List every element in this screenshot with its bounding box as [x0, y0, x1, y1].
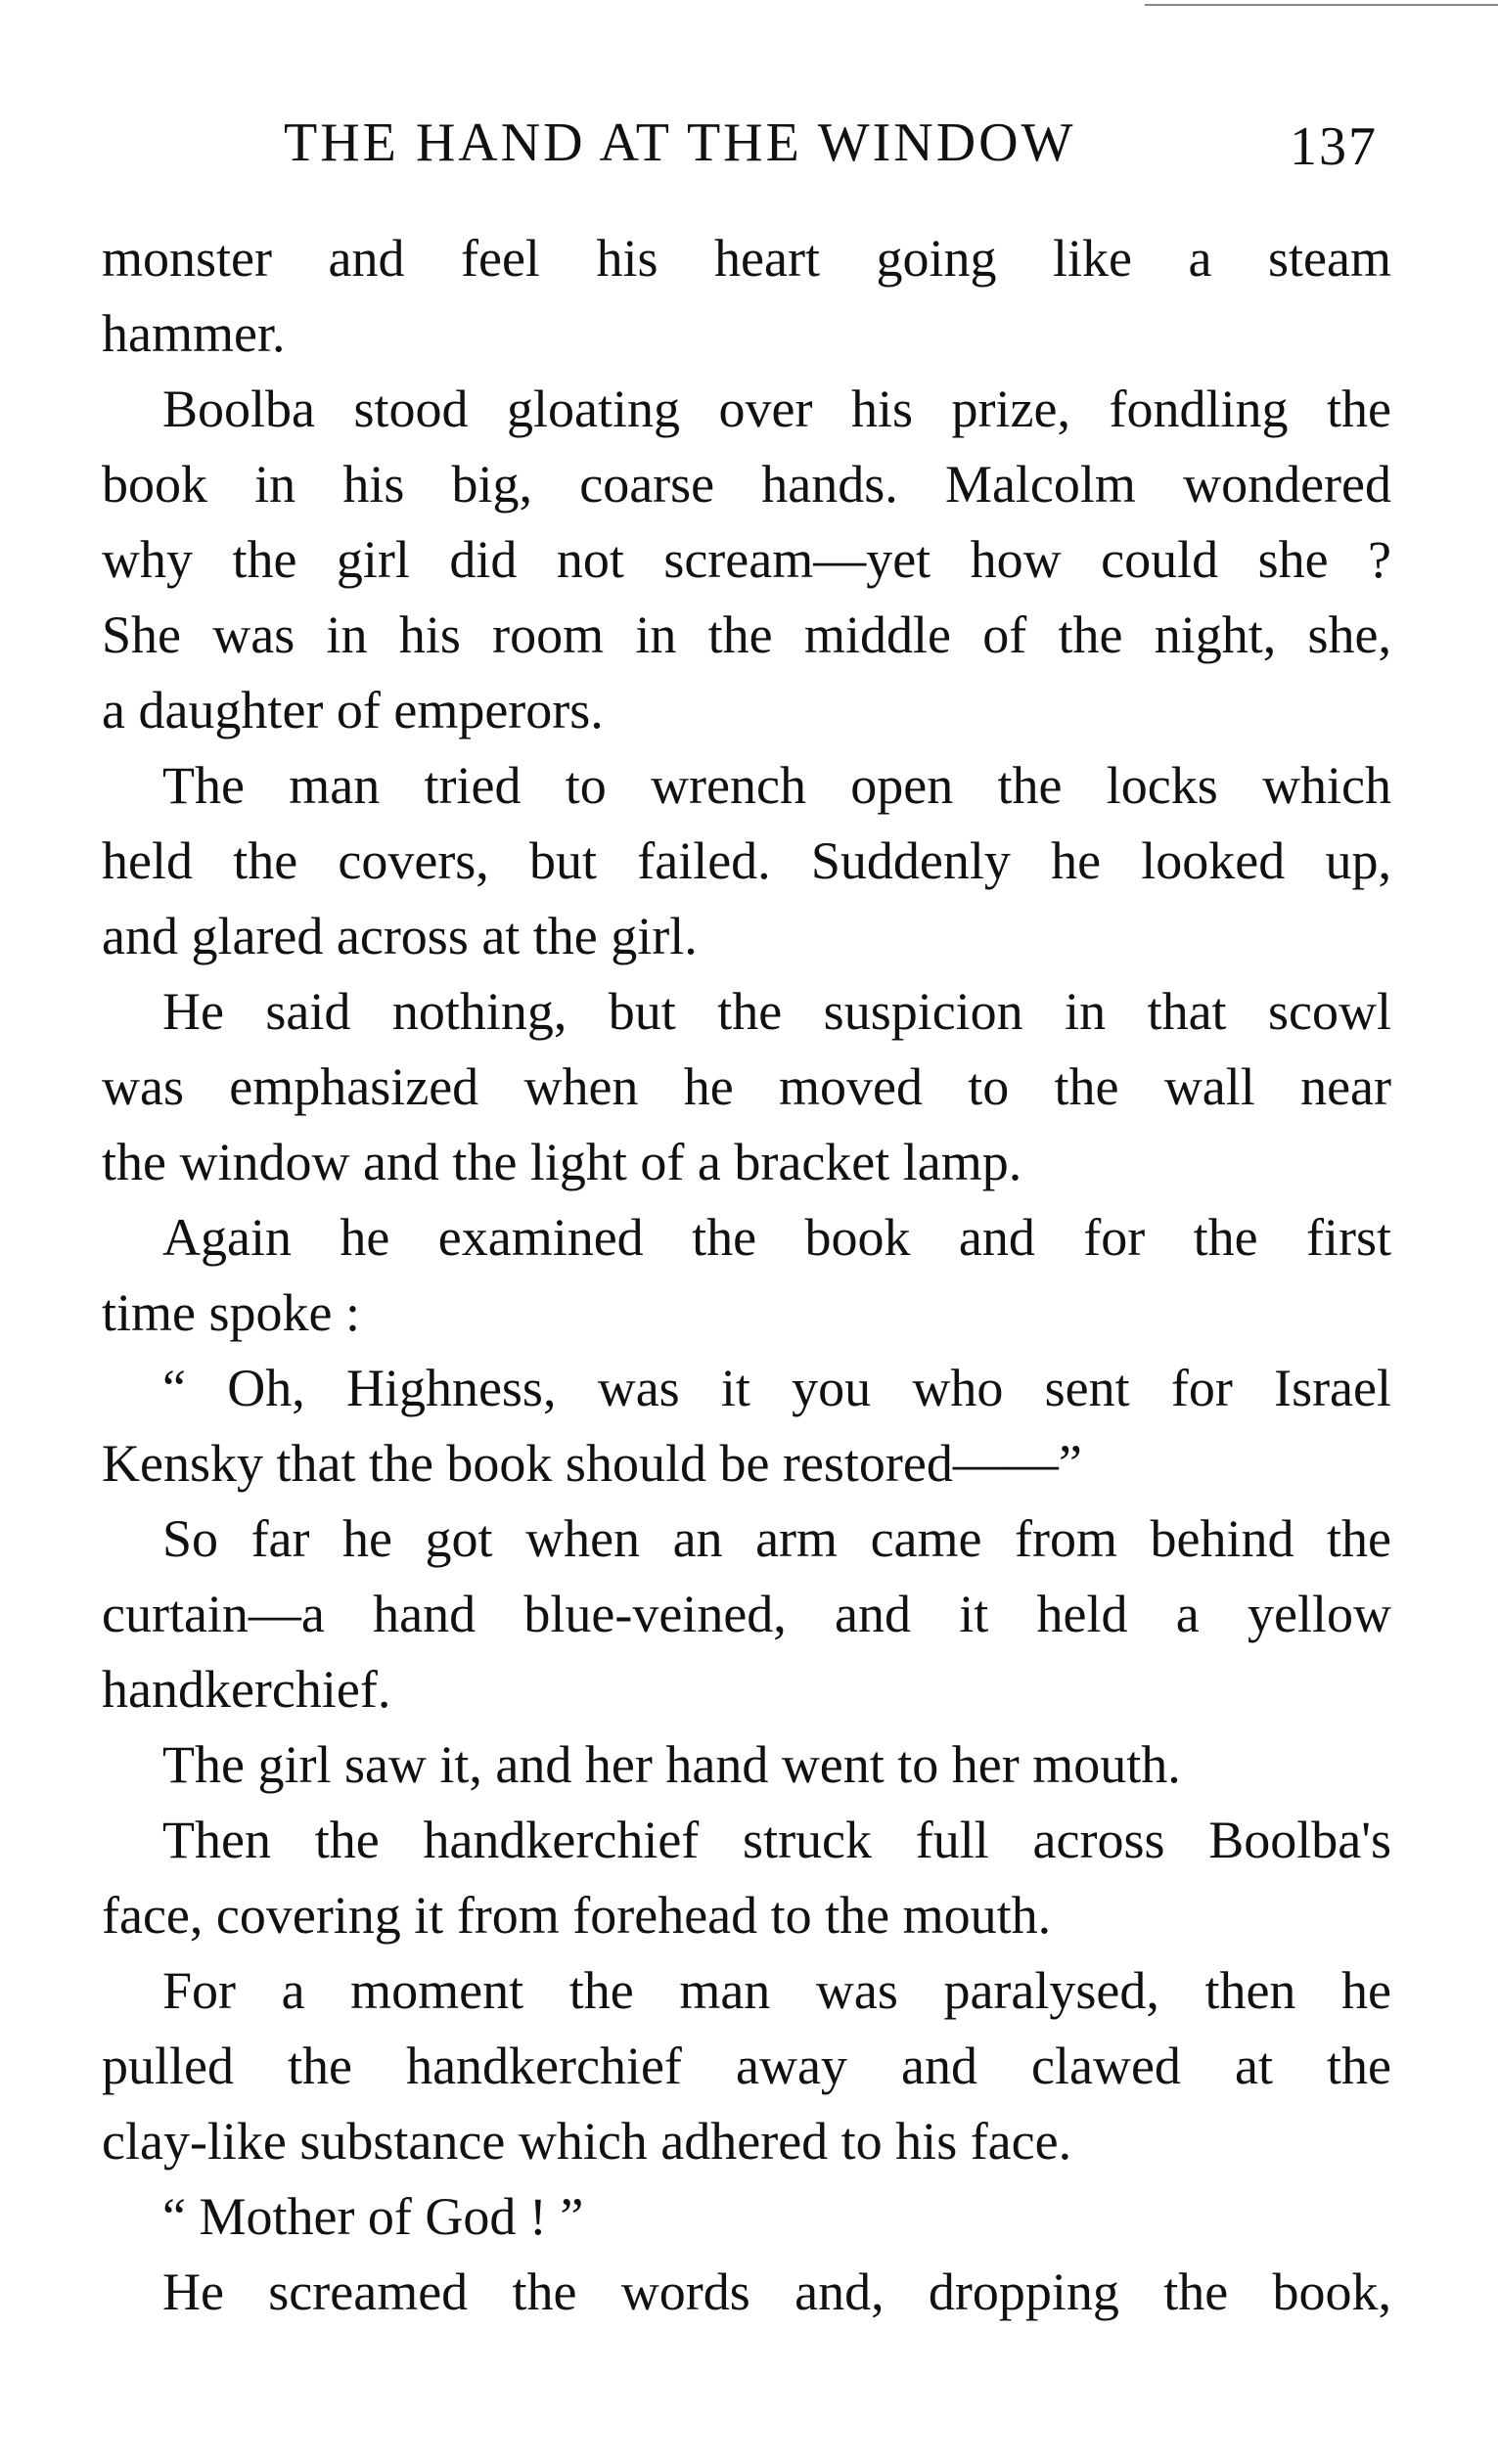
text-line: Again he examined the book and for the first: [162, 1208, 1391, 1267]
text-line: The girl saw it, and her hand went to her mouth.: [162, 1735, 1181, 1794]
text-line: book in his big, coarse hands. Malcolm wondered: [102, 455, 1391, 514]
text-line: monster and feel his heart going like a steam: [102, 229, 1391, 288]
text-line: curtain—a hand blue-veined, and it held a yellow: [102, 1585, 1391, 1643]
text-line: So far he got when an arm came from behind the: [162, 1509, 1391, 1568]
text-line: The man tried to wrench open the locks which: [162, 756, 1391, 815]
text-line: was emphasized when he moved to the wall near: [102, 1057, 1391, 1116]
text-line: handkerchief.: [102, 1660, 391, 1719]
text-line: He said nothing, but the suspicion in that scowl: [162, 982, 1391, 1041]
text-line: He screamed the words and, dropping the book,: [162, 2262, 1391, 2321]
text-line: Then the handkerchief struck full across Boolba's: [162, 1811, 1391, 1869]
text-line: held the covers, but failed. Suddenly he looked up,: [102, 831, 1391, 890]
text-line: “ Oh, Highness, was it you who sent for Israel: [162, 1359, 1391, 1417]
text-line: a daughter of emperors.: [102, 681, 604, 739]
text-line: time spoke :: [102, 1283, 360, 1342]
body-text: [102, 221, 1391, 2330]
text-line: For a moment the man was paralysed, then he: [162, 1961, 1391, 2020]
page-number: 137: [1290, 116, 1378, 177]
text-line: Boolba stood gloating over his prize, fondling the: [162, 380, 1391, 438]
text-line: “ Mother of God ! ”: [162, 2187, 584, 2246]
text-line: hammer.: [102, 304, 286, 363]
text-line: face, covering it from forehead to the mouth.: [102, 1886, 1052, 1945]
text-line: and glared across at the girl.: [102, 907, 698, 965]
text-line: Kensky that the book should be restored——”: [102, 1434, 1082, 1493]
text-line: pulled the handkerchief away and clawed at the: [102, 2037, 1391, 2095]
text-line: why the girl did not scream—yet how could she ?: [102, 530, 1391, 589]
running-head-title: THE HAND AT THE WINDOW: [284, 112, 1076, 173]
text-line: She was in his room in the middle of the night, she,: [102, 605, 1391, 664]
scan-edge-rule: [1145, 4, 1498, 6]
text-line: the window and the light of a bracket lamp.: [102, 1133, 1022, 1191]
text-line: clay-like substance which adhered to his face.: [102, 2112, 1072, 2171]
